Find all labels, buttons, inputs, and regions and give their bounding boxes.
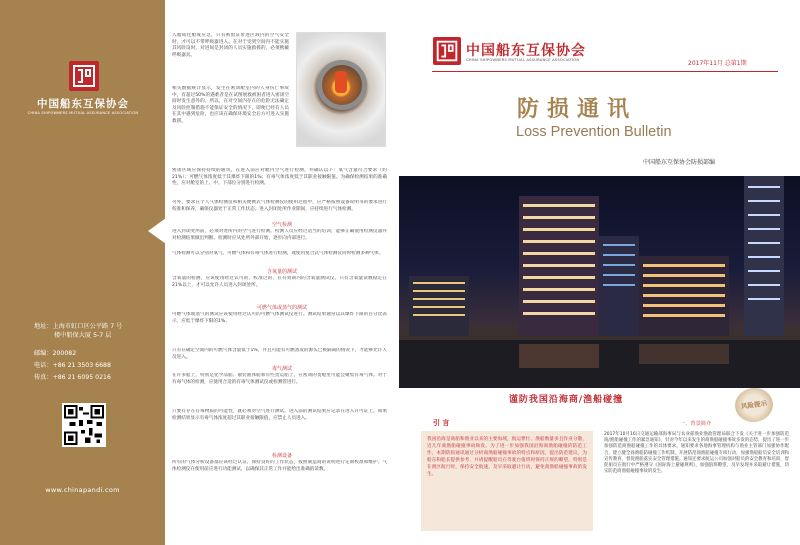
phone-block — [34, 361, 164, 370]
bulletin-title-cn: 防损通讯 — [517, 97, 638, 122]
section-heading: 毒气测试 — [271, 366, 292, 372]
zip-block — [34, 349, 164, 358]
risk-alert-stamp: 风险提示 — [733, 386, 775, 425]
masthead-org-cn: 中国船东互保协会 — [466, 43, 586, 59]
org-name-cn: 中国船东互保协会 — [37, 98, 129, 110]
paragraph: 只有在确定空间内的可燃气体含量低于1%，并且可能有可燃蒸发的源头已被隔离的情况下，才能够允许人员进入。 — [172, 348, 387, 360]
intro-box — [421, 431, 593, 531]
cpi-logo-icon — [69, 61, 99, 91]
paragraph: 所有的气体分析设备都应该经过认证，保持良好的工作状态，按照制造商的说明进行定期校准和维护。气体检测仪在使用前应进行功能测试，以确保其正常工作并能给出准确的读数。 — [172, 460, 387, 472]
address-line1: 上海市虹口区公平路 7 号 — [52, 323, 123, 330]
bulletin-title-en: Loss Prevention Bulletin — [516, 124, 672, 140]
editor-credit: 中国船东互保协会防损部编 — [643, 159, 716, 166]
article-body: 2017年10月16日交通运输部海事局与农业部渔业渔政管理局联合下发《关于进一步加强防范商/渔船碰撞工作的紧急通知》，针对今年以来发生的商渔船碰撞事故多发的态势，提出了进一步加强防范商渔船碰撞工作的具体要求。通知要求各地海事管理机构与渔业主管部门加强协作配合，建立健全商渔船防碰撞工作机制，开展防范商渔船碰撞专项行动，加强渔船船员安全培训和宣传教育，督促渔船落实安全管理措施。通知还要求航运公司加强对船员的安全教育和培训，督促船员在航行中严格遵守《国际海上避碰规则》，加强值班瞭望，及早发现并采取避让措施，切实防范商渔船碰撞事故的发生。 — [604, 432, 789, 475]
intro-label: 引 言 — [433, 419, 450, 427]
worker-figure — [335, 71, 347, 93]
address-label: 地址： — [34, 323, 53, 330]
section-heading: 检测设备 — [271, 453, 292, 459]
fax-label: 传真： — [34, 374, 53, 381]
paragraph: 可燃气体或蒸气的测试应该使用经过认可的可燃气体测试仪进行。测试结果通常以其爆炸下限的百分比表示，应低于爆炸下限的1%。 — [172, 312, 387, 324]
qr-code-icon — [62, 403, 106, 447]
header-divider — [432, 71, 778, 72]
article-headline: 谨防我国沿海商/渔船碰撞 — [508, 395, 624, 405]
paragraph: 在许多船上，特别是化学品船、散装液体船和有些货运船上，在密闭的货舱里可能会聚集有毒气体。对于有毒气体的检测，应使用合适的有毒气体测试仪或检测管进行。 — [172, 373, 387, 385]
panel-notch — [148, 218, 166, 244]
fax-block — [34, 373, 164, 382]
paragraph: 气体检测可以分别对氧气、可燃气体和有毒气体进行检测，或使用复合式气体检测仪同时检测多种气体。 — [172, 251, 384, 256]
paragraph: 入舱间往舱或应急，只有被验证带进区域内的空气安全时，才可以不带呼吸器进入。在对于受到空间内不能实施其风险设时，对进间是封闭的人员实施救援的，必须携戴呼吸器具。 — [172, 33, 289, 58]
fax-number: +86 21 6095 0216 — [52, 374, 111, 381]
zip-label: 邮编： — [34, 350, 53, 357]
section-heading: 可燃气体或蒸气的测试 — [256, 305, 307, 311]
paragraph: 进入封闭处所前，必须对处所内的空气进行检测。检测人员应经过适当的培训，能够正确使用检测仪器并对检测结果做出判断。检测时应从处所外部开始，逐步向内部进行。 — [172, 229, 387, 241]
paragraph: 密闭区域应保持持续的通风，在进入前应对舱内空气进行检测，并确认以下：氧气含量符合要求（约21%）；可燃气体浓度低于其爆炸下限的1%；有毒气体浓度低于其职业接触限值。为确保检测结果的准确性，应对舱室的上、中、下部位分别进行检测。 — [172, 168, 387, 187]
paragraph: 含氧量的检测，应该使用经过认可的、校准过的、在有效期内的含氧量测试仪。只有含氧量读数稳定在21%以上，才可以允许人员进入封闭处所。 — [172, 276, 387, 288]
coastal-city-night-photo — [399, 176, 800, 388]
address-line2: 楼中船保大厦 5-7 层 — [54, 332, 112, 339]
paragraph: 相关数据统计显示，发生在密闭舱室内的人身伤亡事故中，有超过50%的遇难者是在试图展救被困者进入密闭空间时发生意外的。所以，在对空间内存在的危险无法确定及风险控制措施不能保证安全的情况下，即便已经有人员在其中遇到危险，也应该在确保环境安全后方可进入实施救援。 — [172, 86, 289, 124]
section-title: 一、背景简介 — [680, 421, 712, 427]
back-cover-panel — [0, 0, 165, 545]
enclosed-space-photo — [296, 32, 386, 147]
paragraph: 另外，要求在个人气体检测仪和相关便携式气体检测仪的使用过程中，应严格按照设备说明书的要求进行校准和保养，确保仪器处于正常工作状态。进入封闭处所作业期间，应持续进行气体检测。 — [172, 200, 387, 212]
section-heading: 含氧量的测试 — [266, 269, 297, 275]
section-heading: 空气检测 — [271, 222, 292, 228]
paragraph: 只要有存在有毒物质的可能性，就必须对空气进行测试。进入前的测试结果应记录在进入许可证上。如果检测结果显示有毒气体浓度超过其职业接触限值，应禁止人员进入。 — [172, 409, 387, 421]
address-block — [34, 322, 164, 340]
masthead-org-en: CHINA SHIPOWNERS MUTUAL ASSURANCE ASSOCIATION — [466, 58, 580, 62]
phone-label: 电话： — [34, 362, 53, 369]
cpi-logo-icon — [433, 37, 461, 65]
issue-info: 2017年11月 总第1期 — [688, 60, 747, 67]
phone-number: +86 21 3503 6688 — [52, 362, 111, 369]
intro-text: 我国沿海是商船和渔业以来的主要海域，航运繁忙、渔船数量多且作业分散，近几年商渔船碰撞事故频发。为了进一步加强我国沿海商渔船碰撞的防范工作，本期防损通讯通过分析商渔船碰撞事故的特点和原因，提出防范建议，为船东和船长提供参考，并请提醒船员在驾驶台值班时保持正规的瞭望，特别是在渔区航行时，保持安全航速，及早采取避让行动，避免商渔船碰撞事故的发生。 — [427, 437, 587, 477]
org-name-en: CHINA SHIPOWNERS MUTUAL ASSURANCE ASSOCIATION — [27, 111, 139, 115]
website: www.chinapandi.com — [45, 486, 120, 494]
zip-code: 200082 — [52, 350, 77, 357]
